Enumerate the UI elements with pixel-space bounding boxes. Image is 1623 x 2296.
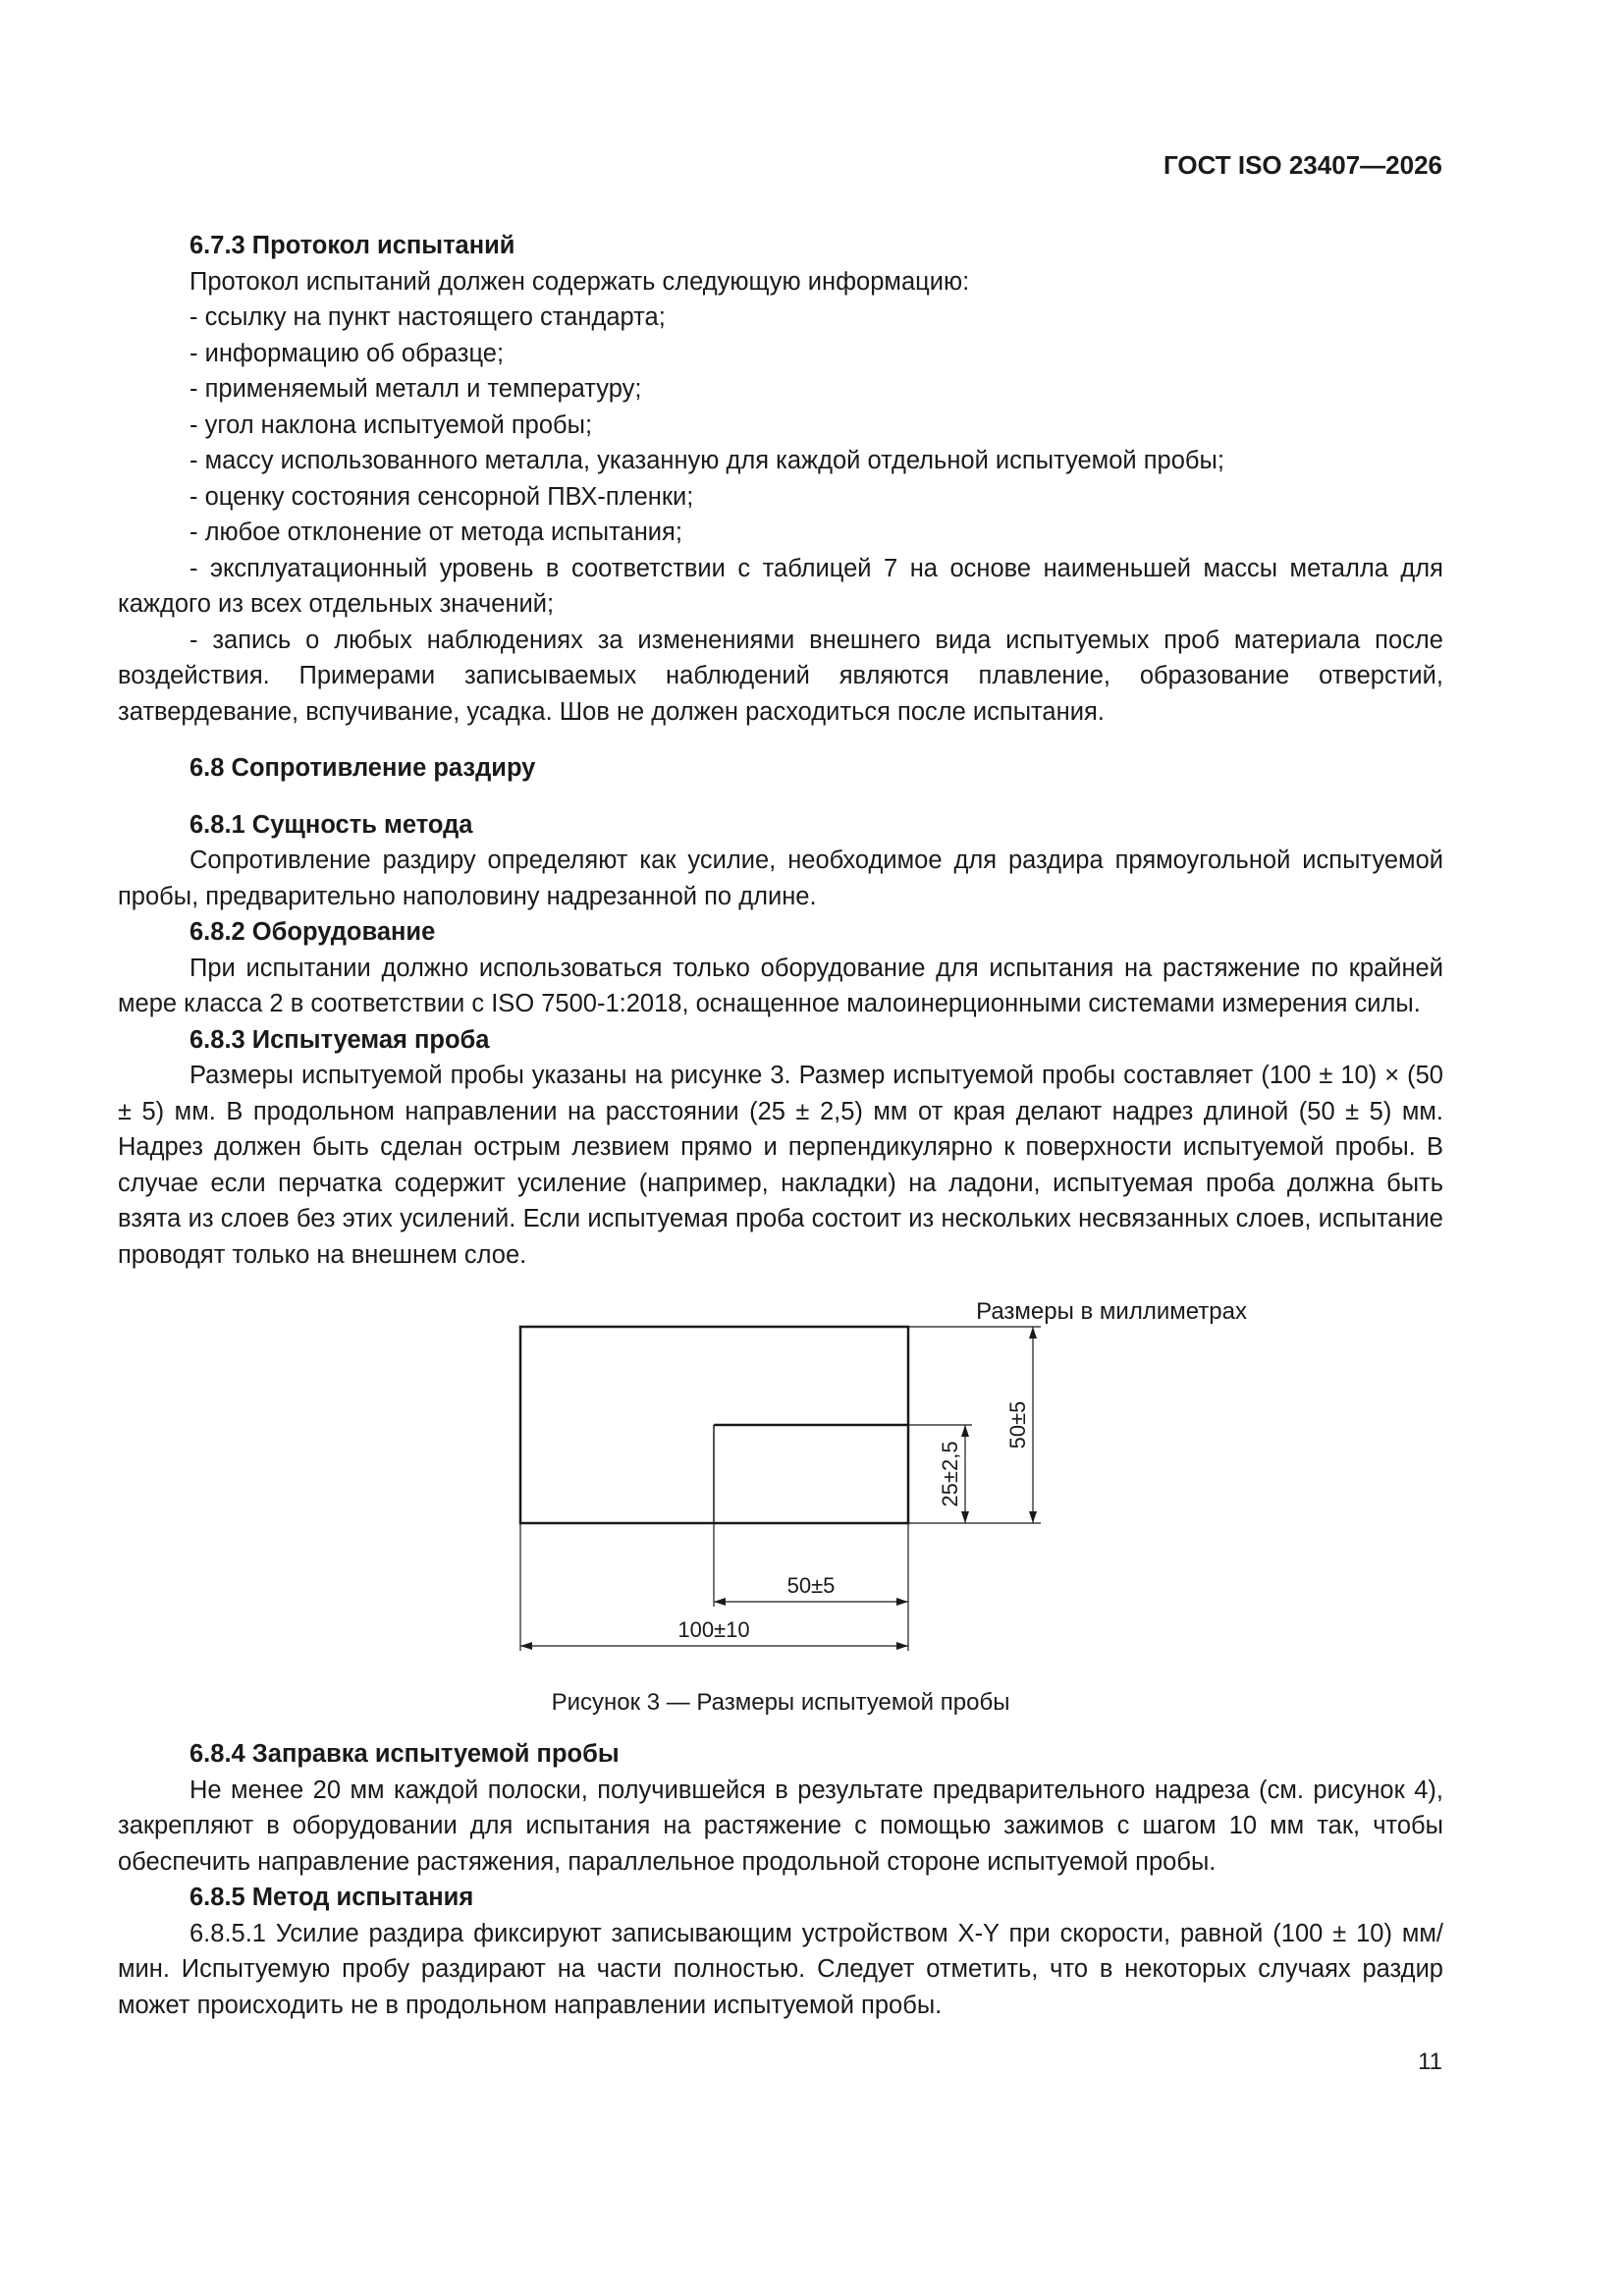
dim-cut-length-label: 50±5 xyxy=(786,1573,836,1598)
list-item: - информацию об образце; xyxy=(189,339,505,367)
figure-3 xyxy=(118,1273,1443,1736)
section-6-8-2-title: 6.8.2 Оборудование xyxy=(189,918,436,946)
list-item: - оценку состояния сенсорной ПВХ-пленки; xyxy=(189,482,694,511)
section-6-7-3-title: 6.7.3 Протокол испытаний xyxy=(189,232,515,259)
document-body xyxy=(118,228,1443,2023)
section-6-8-title: 6.8 Сопротивление раздиру xyxy=(189,754,536,782)
section-6-8-1-title: 6.8.1 Сущность метода xyxy=(189,810,473,839)
list-item: - угол наклона испытуемой пробы; xyxy=(189,410,593,439)
list-item: - применяемый металл и температуру; xyxy=(189,375,642,403)
dim-cut-offset-label: 25±2,5 xyxy=(938,1441,962,1507)
section-6-8-4-text: Не менее 20 мм каждой полоски, получившейся в результате предварительного надреза (см. рисунок 4), закрепляют в оборудовании для испытания на растяжение с помощью зажимов с шагом 10 мм так, чтобы обеспечить направление растяжения, параллельное продольной стороне испытуемой пробы. xyxy=(118,1776,1443,1876)
section-6-8-2-text: При испытании должно использоваться только оборудование для испытания на растяжение по крайней мере класса 2 в соответствии с ISO 7500-1:2018, оснащенное малоинерционными системами измерения силы. xyxy=(118,954,1443,1017)
specimen-dimension-drawing xyxy=(118,1273,1443,1685)
dim-total-length-label: 100±10 xyxy=(677,1617,750,1642)
figure-caption: Рисунок 3 — Размеры испытуемой пробы xyxy=(551,1689,1010,1716)
list-item: - эксплуатационный уровень в соответствии с таблицей 7 на основе наименьшей массы металла для каждого из всех отдельных значений; xyxy=(118,554,1443,618)
section-6-7-3-intro: Протокол испытаний должен содержать следующую информацию: xyxy=(189,267,970,296)
list-item: - запись о любых наблюдениях за изменениями внешнего вида испытуемых проб материала после воздействия. Примерами записываемых наблюдений являются плавление, образование отверстий, затвердевание, вспучивание, усадка. Шов не должен расходиться после испытания. xyxy=(118,626,1443,726)
section-6-8-5-title: 6.8.5 Метод испытания xyxy=(189,1884,474,1911)
page-number: 11 xyxy=(1418,2049,1442,2075)
list-item: - ссылку на пункт настоящего стандарта; xyxy=(189,303,666,331)
section-6-8-3-title: 6.8.3 Испытуемая проба xyxy=(189,1025,490,1054)
section-6-8-1-text: Сопротивление раздиру определяют как усилие, необходимое для раздира прямоугольной испытуемой пробы, предварительно наполовину надрезанной по длине. xyxy=(118,847,1443,910)
dim-width-label: 50±5 xyxy=(1005,1400,1030,1449)
section-6-8-5-1-text: 6.8.5.1 Усилие раздира фиксируют записывающим устройством X-Y при скорости, равной (100 ± 10) мм/мин. Испытуемую пробу раздирают на части полностью. Следует отметить, что в некоторых случаях раздир может происходить не в продольном направлении испытуемой пробы. xyxy=(118,1919,1443,2019)
figure-units-note: Размеры в миллиметрах xyxy=(976,1298,1247,1325)
document-id-header: ГОСТ ISO 23407—2026 xyxy=(1163,150,1442,180)
section-6-8-3-text: Размеры испытуемой пробы указаны на рисунке 3. Размер испытуемой пробы составляет (100 ± 10) × (50 ± 5) мм. В продольном направлении на расстоянии (25 ± 2,5) мм от края делают надрез длиной (50 ± 5) мм. Надрез должен быть сделан острым лезвием прямо и перпендикулярно к поверхности испытуемой пробы. В случае если перчатка содержит усиление (например, накладки) на ладони, испытуемая проба должна быть взята из слоев без этих усилений. Если испытуемая проба состоит из нескольких несвязанных слоев, испытание проводят только на внешнем слое. xyxy=(118,1062,1443,1269)
section-6-8-4-title: 6.8.4 Заправка испытуемой пробы xyxy=(189,1740,620,1768)
list-item: - любое отклонение от метода испытания; xyxy=(189,519,682,546)
list-item: - массу использованного металла, указанную для каждой отдельной испытуемой пробы; xyxy=(189,447,1224,474)
